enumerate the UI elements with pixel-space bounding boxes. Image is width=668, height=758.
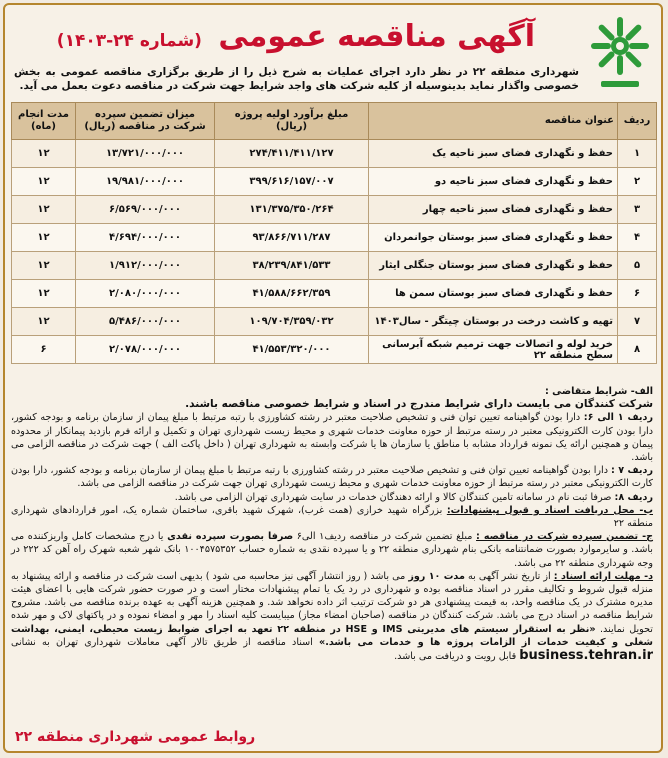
clause-label: ردیف ۱ الی ۶: [583, 412, 653, 424]
clause-rows-1-6 [11, 411, 653, 464]
footer-signature: روابط عمومی شهرداری منطقه ۲۲ [15, 729, 256, 745]
clause-text: دارا بودن گواهینامه تعیین توان فنی و تشخیص صلاحیت معتبر در رشته کشاورزی با رتبه مرتبط با مبلغ پیمان از سازمان برنامه و بودجه کشور، دارا بودن کارت الکترونیکی معتبر در رسته مرتبط از حوزه معاونت خدمات شهری و محیط زیست شهرداری تهران و تکمیل و ارائه فرم بازدید پیمانکار از محدوده پیمان و همچنین ارائه یک نمونه قرارداد مشابه با مناطق یا سازمان ها یا شرکت وابسته به شهرداری تهران ( داخل پاکت الف ) جهت شرکت در مناقصه الزامی می باشد. [11, 412, 653, 464]
section-alef-title: الف- شرایط متقاضی : [544, 386, 653, 397]
section-label: ج- تضمین سپرده شرکت در مناقصه : [476, 531, 653, 543]
cell-duration: ۱۲ [12, 196, 76, 224]
cell-title: حفظ و نگهداری فضای سبز بوستان جوانمردان [369, 224, 618, 252]
section-be [11, 504, 653, 530]
cell-title: حفظ و نگهداری فضای سبز بوستان جنگلی ایثار [369, 252, 618, 280]
cell-duration: ۱۲ [12, 168, 76, 196]
header-duration: مدت انجام (ماه) [12, 103, 76, 140]
cell-estimate: ۹۳/۸۶۶/۷۱۱/۲۸۷ [215, 224, 369, 252]
clause-label: ردیف ۷ : [611, 465, 653, 477]
cell-row: ۵ [618, 252, 657, 280]
section-label: د- مهلت ارائه اسناد : [553, 570, 654, 582]
intro-text: در نظر دارد اجرای عملیات به شرح ذیل را از طریق برگزاری مناقصه عمومی به بخش خصوصی واگذار نماید بدینوسیله از کلیه شرکت های واجد شرایط جهت شرکت در مناقصه دعوت بعمل می آید. [14, 66, 579, 92]
intro-bold: شهرداری منطقه ۲۲ [472, 66, 579, 78]
cell-title: خرید لوله و اتصالات جهت ترمیم شبکه آبرسانی سطح منطقه ۲۲ [369, 336, 618, 364]
cell-bond: ۲/۰۷۸/۰۰۰/۰۰۰ [76, 336, 215, 364]
cell-bond: ۲/۰۸۰/۰۰۰/۰۰۰ [76, 280, 215, 308]
cell-duration: ۱۲ [12, 140, 76, 168]
section-text: از تاریخ نشر آگهی به [464, 570, 554, 582]
hse-statement: «نظر به استقرار سیستم های مدیریتی IMS و HSE در منطقه ۲۲ تعهد به اجرای ضوابط زیست محیطی، ایمنی، بهداشت شغلی و کیفیت خدمات از الزامات پروژه ها و خدمات می باشد.» [11, 623, 653, 648]
cell-bond: ۱۳/۷۲۱/۰۰۰/۰۰۰ [76, 140, 215, 168]
tehran-municipality-logo-icon [587, 13, 653, 93]
cell-bond: ۱۹/۹۸۱/۰۰۰/۰۰۰ [76, 168, 215, 196]
cell-title: حفظ و نگهداری فضای سبز ناحیه دو [369, 168, 618, 196]
cell-row: ۱ [618, 140, 657, 168]
notice-frame [3, 3, 663, 753]
table-row [12, 308, 657, 336]
cell-duration: ۶ [12, 336, 76, 364]
notice-number: (شماره ۲۴-۱۴۰۳) [56, 31, 202, 51]
table-row [12, 252, 657, 280]
section-text: اسناد مناقصه از طریق تالار آگهی معاملات شهرداری تهران به نشانی [11, 636, 320, 648]
cell-estimate: ۱۰۹/۷۰۴/۳۵۹/۰۳۲ [215, 308, 369, 336]
header-title: عنوان مناقصه [369, 103, 618, 140]
clause-label: ردیف ۸: [614, 491, 653, 503]
cell-row: ۳ [618, 196, 657, 224]
cell-duration: ۱۲ [12, 252, 76, 280]
cell-row: ۲ [618, 168, 657, 196]
cell-estimate: ۲۷۴/۴۱۱/۴۱۱/۱۲۷ [215, 140, 369, 168]
header-bond: میزان تضمین سپرده شرکت در مناقصه (ریال) [76, 103, 215, 140]
cell-row: ۴ [618, 224, 657, 252]
table-row [12, 196, 657, 224]
cell-duration: ۱۲ [12, 280, 76, 308]
section-text: می باشد ( روز انتشار آگهی نیز محاسبه می شود ) بدیهی است شرکت در مناقصه و ارائه پیشنهاد به منزله قبول شروط و تکالیف مقرر در اسناد مناقصه بوده و شهرداری در رد یک یا تمام پیشنهادات مختار است و در صورت حضور شرکت هایی با اعضای هیئت مدیره مشترک در یک مناقصه واحد، به قیمت پیشنهادی هر دو شرکت ترتیب اثر داده نخواهد شد. و همچنین هزینه آگهی به عهده برنده مناقصه می باشد. مشروح شرایط مناقصه در اسناد درج می باشد. شرکت کنندگان در مناقصه (صاحبان امضاء مجاز) میبایست کلیه اسناد را مهر و امضاء نموده و در پاکتهای لاک و مهر شده تحویل نمایند. [11, 570, 653, 635]
title-text: آگهی مناقصه عمومی [218, 19, 535, 54]
section-text: قابل رویت و دریافت می باشد. [394, 651, 520, 663]
header [5, 5, 661, 101]
cell-title: تهیه و کاشت درخت در بوستان چیتگر - سال۱۴۰۳ [369, 308, 618, 336]
cell-estimate: ۱۳۱/۳۷۵/۳۵۰/۲۶۴ [215, 196, 369, 224]
cell-row: ۸ [618, 336, 657, 364]
cell-duration: ۱۲ [12, 308, 76, 336]
tenders-table [11, 102, 657, 364]
section-jim [11, 530, 653, 570]
section-text: یا درج مشخصات کامل واریزکننده می باشد. و سایرموارد بصورت ضمانتنامه بانکی بنام شهرداری منطقه ۲۲ و یا سپرده نقدی به شماره حساب ۱۰۰۴۵۷۵۳۵۲ بانک شهر شعبه شهرک راه آهن کد ۲۲۲ در وجه شهرداری منطقه ۲۲ می باشد. [11, 531, 653, 569]
cell-duration: ۱۲ [12, 224, 76, 252]
website-link[interactable]: business.tehran.ir [519, 648, 653, 664]
table-row [12, 140, 657, 168]
cell-row: ۶ [618, 280, 657, 308]
header-estimate: مبلغ برآورد اولیه پروژه (ریال) [215, 103, 369, 140]
table-row [12, 168, 657, 196]
cell-title: حفظ و نگهداری فضای سبز بوستان سمن ها [369, 280, 618, 308]
section-bold: مدت ۱۰ روز [408, 570, 465, 582]
section-text: مبلغ تضمین شرکت در مناقصه ردیف۱ الی۶ [293, 531, 477, 543]
cell-estimate: ۳۹۹/۶۱۶/۱۵۷/۰۰۷ [215, 168, 369, 196]
section-text: بزرگراه شهید خرازی (همت غرب)، شهرک شهید باقری، ساختمان شماره یک، امور قراردادهای شهرداری منطقه ۲۲ [11, 504, 653, 530]
cell-estimate: ۴۱/۵۵۳/۳۲۰/۰۰۰ [215, 336, 369, 364]
cell-estimate: ۳۸/۲۳۹/۸۴۱/۵۳۳ [215, 252, 369, 280]
table-header-row [12, 103, 657, 140]
cell-bond: ۶/۵۶۹/۰۰۰/۰۰۰ [76, 196, 215, 224]
header-row: ردیف [618, 103, 657, 140]
cell-estimate: ۴۱/۵۸۸/۶۶۲/۳۵۹ [215, 280, 369, 308]
clause-text: دارا بودن گواهینامه تعیین توان فنی و تشخیص صلاحیت معتبر در رشته کشاورزی با رتبه مرتبط با مبلغ پیمان از سازمان برنامه و بودجه کشور، دارا بودن کارت الکترونیکی معتبر در رسته مرتبط از حوزه معاونت خدمات شهری و محیط زیست شهرداری تهران جهت شرکت در مناقصه الزامی می باشد. [11, 465, 653, 490]
table-row [12, 280, 657, 308]
section-alef-intro: شرکت کنندگان می بایست دارای شرایط مندرج در اسناد و شرایط خصوصی مناقصه باشند. [185, 398, 653, 411]
cell-title: حفظ و نگهداری فضای سبز ناحیه چهار [369, 196, 618, 224]
section-dal [11, 570, 653, 663]
section-bold: صرفا بصورت سپرده نقدی [167, 531, 294, 543]
notice-title [56, 11, 535, 63]
conditions-section [11, 385, 653, 663]
table-row [12, 224, 657, 252]
table-row [12, 336, 657, 364]
clause-row-7 [11, 464, 653, 490]
clause-text: صرفا ثبت نام در سامانه تامین کنندگان کالا و ارائه دهندگان خدمات در سایت شهرداری تهران الزامی می باشد. [174, 491, 615, 503]
cell-bond: ۴/۶۹۴/۰۰۰/۰۰۰ [76, 224, 215, 252]
cell-bond: ۱/۹۱۲/۰۰۰/۰۰۰ [76, 252, 215, 280]
intro-paragraph [14, 65, 579, 93]
clause-row-8 [11, 491, 653, 504]
section-label: ب- محل دریافت اسناد و قبول پیشنهادات: [446, 504, 653, 516]
cell-row: ۷ [618, 308, 657, 336]
cell-title: حفظ و نگهداری فضای سبز ناحیه یک [369, 140, 618, 168]
cell-bond: ۵/۴۸۶/۰۰۰/۰۰۰ [76, 308, 215, 336]
